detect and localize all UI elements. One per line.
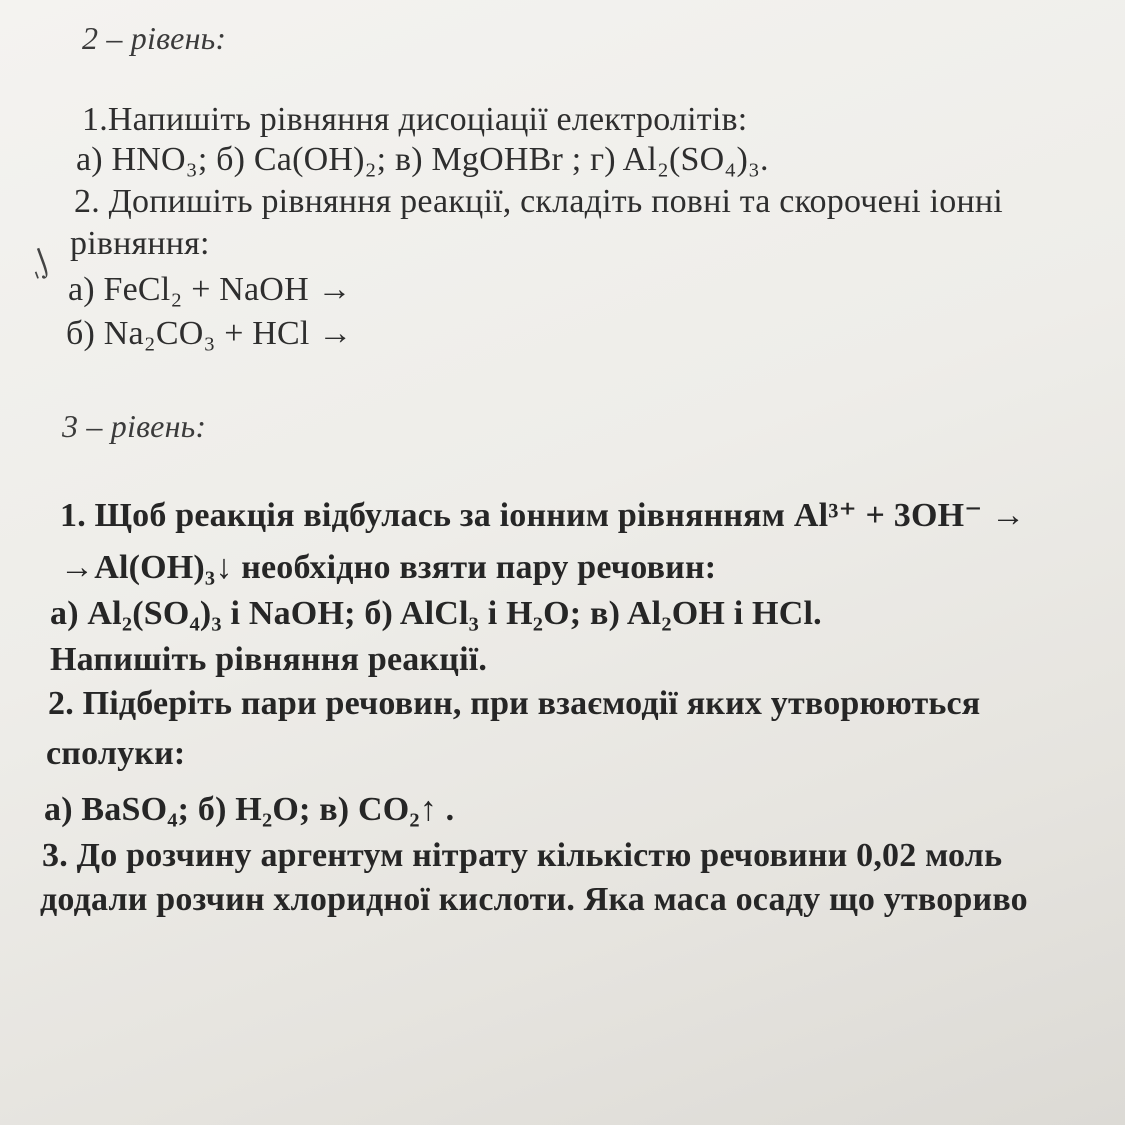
level-3-question-1-line-2: →Al(OH)₃↓ необхідно взяти пару речовин: [60,549,717,586]
level-3-question-3-line-1: 3. До розчину аргентум нітрату кількістю речовини 0,02 моль [42,837,1003,874]
level-3-question-2-line-2: сполуки: [46,735,186,772]
level-3-question-1-line-3: а) Al₂(SO₄)₃ і NaOH; б) AlCl₃ і H₂O; в) Al₂OH і HCl. [50,595,822,632]
level-3-question-1-line-4: Напишіть рівняння реакції. [50,641,488,678]
level-2-question-1-line-1: 1.Напишіть рівняння дисоціації електролітів: [82,101,748,138]
level-2-question-1-line-2: а) HNO₃; б) Ca(OH)₂; в) MgOHBr ; г) Al₂(SO₄)₃. [76,141,769,178]
level-2-question-2-line-2: рівняння: [70,225,210,262]
level-3-question-3-line-2: додали розчин хлоридної кислоти. Яка маса осаду що утвориво [40,881,1028,918]
level-3-question-2-line-1: 2. Підберіть пари речовин, при взаємодії яких утворюються [48,685,981,722]
level-2-question-2-option-a: а) FeCl₂ + NaOH → [68,271,352,308]
level-2-question-2-line-1: 2. Допишіть рівняння реакції, складіть повні та скорочені іонні [74,183,1003,220]
level-2-heading: 2 – рівень: [82,20,227,56]
level-3-question-2-line-3: а) BaSO₄; б) H₂O; в) CO₂↑ . [44,791,455,828]
level-3-question-1-line-1: 1. Щоб реакція відбулась за іонним рівнянням Al³⁺ + 3OH⁻ → [60,497,1026,534]
pen-mark-icon: ˌ⌡ [25,247,56,283]
level-3-heading: 3 – рівень: [62,408,207,444]
level-2-question-2-option-b: б) Na₂CO₃ + HCl → [66,315,353,352]
